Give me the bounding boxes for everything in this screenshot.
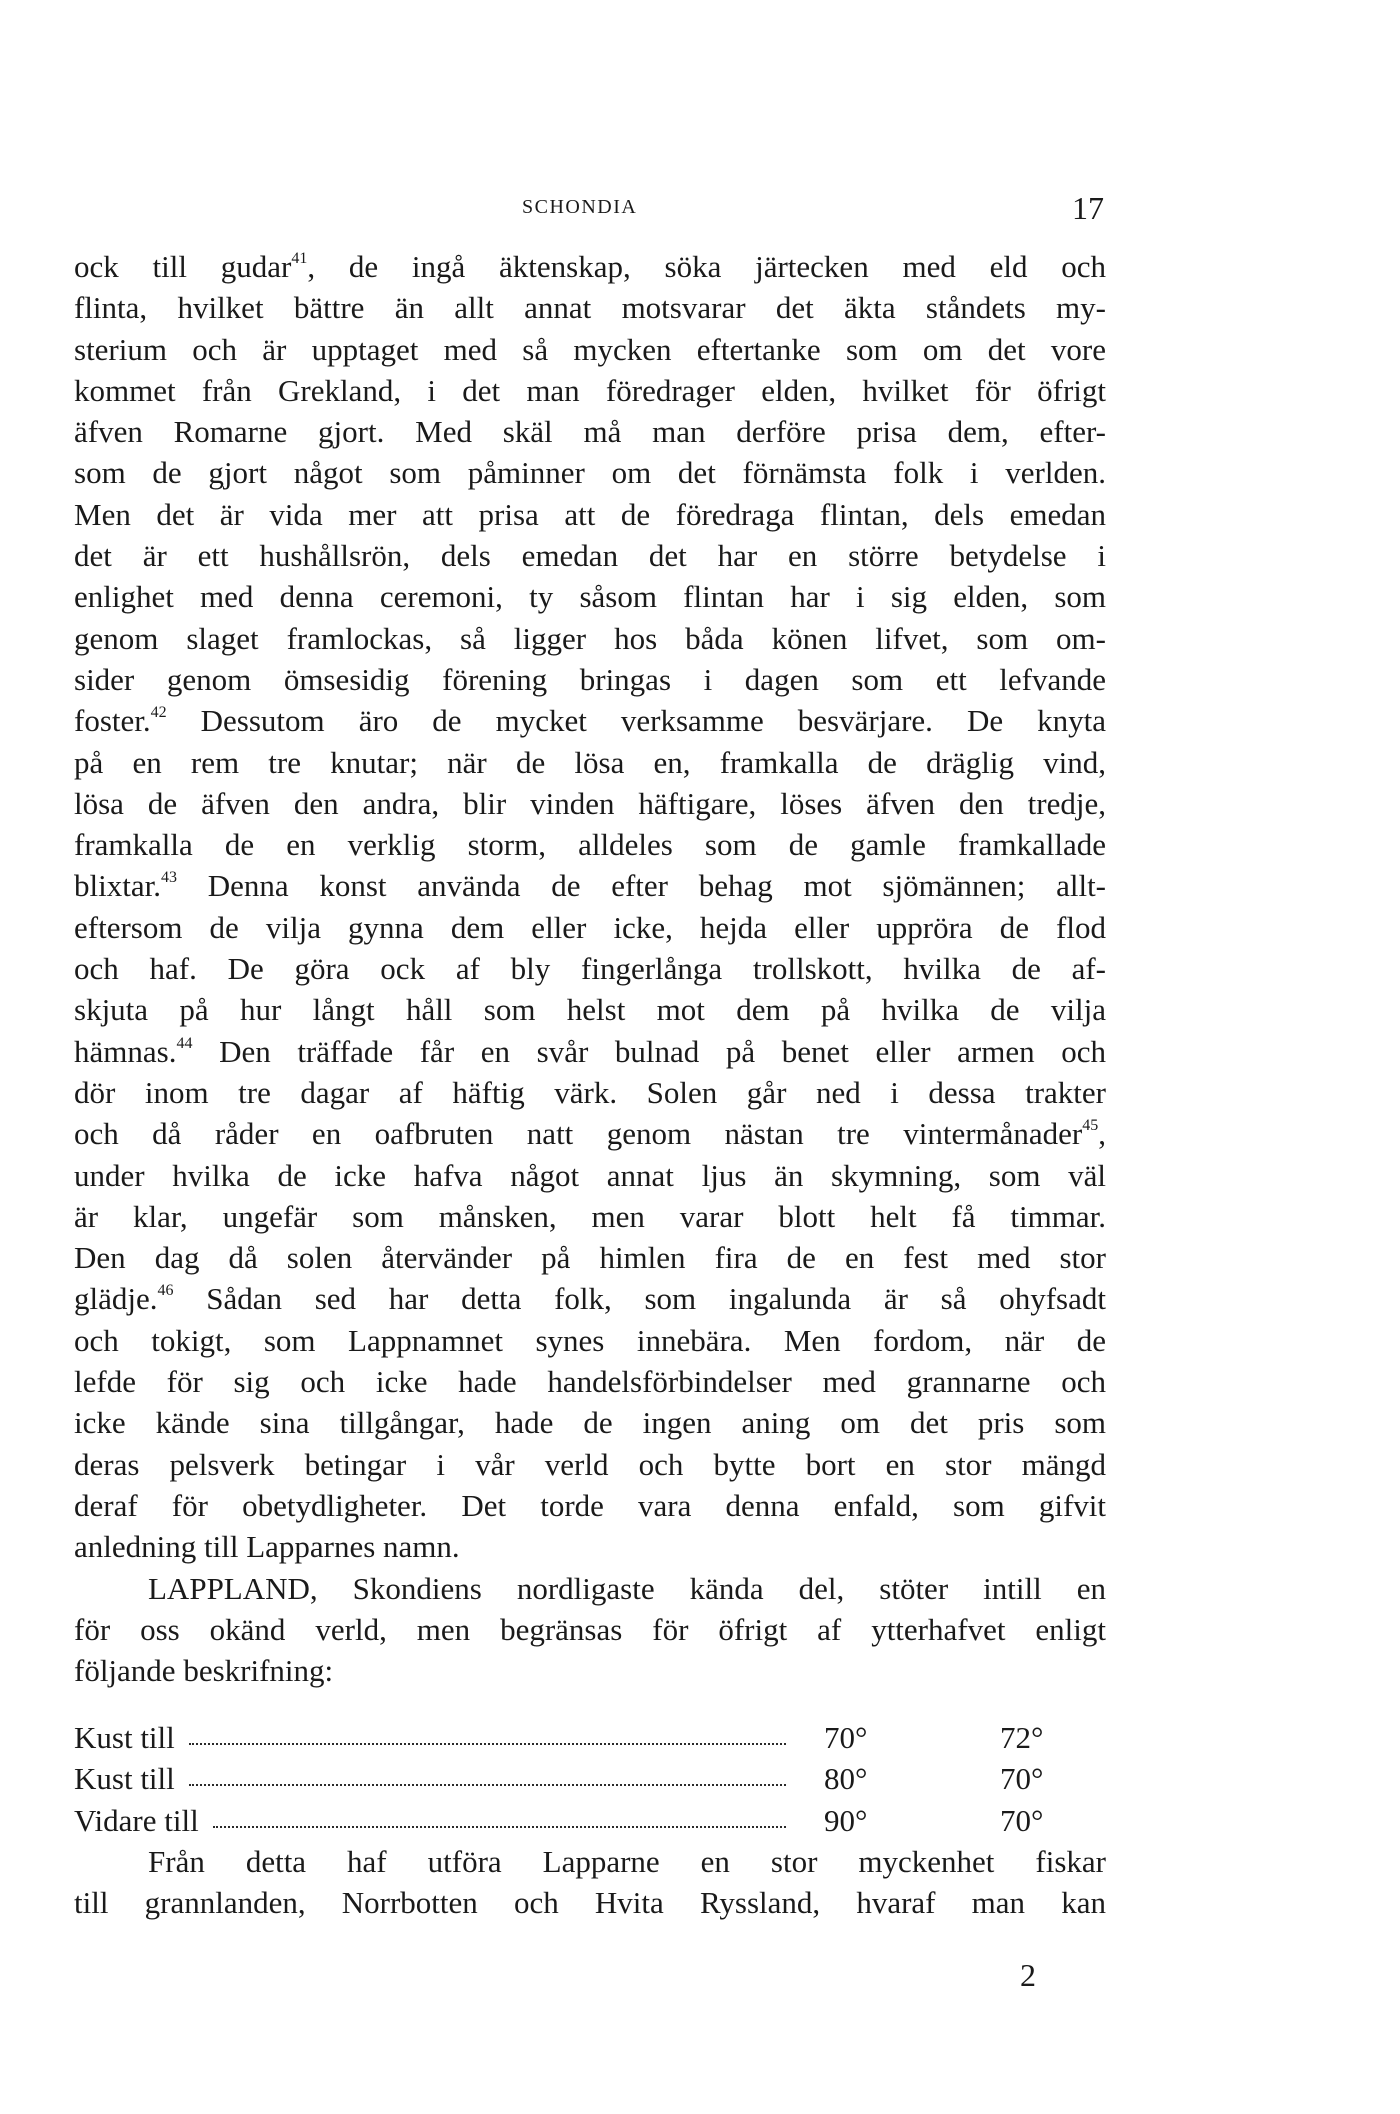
line-text: och haf. De göra ock af bly fingerlånga trollskott, hvilka de af- xyxy=(74,951,1106,987)
text-line xyxy=(74,742,1106,783)
text-line xyxy=(74,1361,1106,1402)
line-text: är klar, ungefär som månsken, men varar blott helt få timmar. xyxy=(74,1198,1106,1234)
text-line xyxy=(74,1113,1106,1154)
footnote-ref: 42 xyxy=(150,704,167,722)
line-text: framkalla de en verklig storm, alldeles som de gamle framkallade xyxy=(74,827,1106,863)
line-text: dör inom tre dagar af häftig värk. Solen går ned i dessa trakter xyxy=(74,1074,1106,1110)
coordinates-table xyxy=(74,1717,1106,1841)
line-text: flinta, hvilket bättre än allt annat motsvarar det äkta ståndets my- xyxy=(74,290,1106,326)
text-line xyxy=(74,329,1106,370)
text-line xyxy=(74,1072,1106,1113)
line-text: det är ett hushållsrön, dels emedan det har en större betydelse i xyxy=(74,538,1106,574)
text-line xyxy=(74,948,1106,989)
line-text: Men det är vida mer att prisa att de föredraga flintan, dels emedan xyxy=(74,496,1106,532)
line-text: skjuta på hur långt håll som helst mot dem på hvilka de vilja xyxy=(74,992,1106,1028)
dot-leader xyxy=(189,1784,786,1786)
line-text: på en rem tre knutar; när de lösa en, framkalla de dräglig vind, xyxy=(74,744,1106,780)
latitude-value: 90° xyxy=(824,1802,868,1838)
line-text: , xyxy=(1098,1116,1106,1152)
line-text: genom slaget framlockas, så ligger hos båda könen lifvet, som om- xyxy=(74,620,1106,656)
line-text: och tokigt, som Lappnamnet synes innebära. Men fordom, när de xyxy=(74,1322,1106,1358)
line-text: sider genom ömsesidig förening bringas i dagen som ett lefvande xyxy=(74,661,1106,697)
table-row xyxy=(74,1717,1106,1758)
table-row xyxy=(74,1800,1106,1841)
text-line xyxy=(74,535,1106,576)
line-text: anledning till Lapparnes namn. xyxy=(74,1529,460,1565)
text-line xyxy=(74,783,1106,824)
line-text: glädje. xyxy=(74,1281,158,1317)
text-line xyxy=(74,494,1106,535)
text-line xyxy=(74,1155,1106,1196)
text-line xyxy=(74,1031,1106,1072)
text-line xyxy=(74,411,1106,452)
footnote-ref: 41 xyxy=(291,250,308,267)
text-line xyxy=(74,659,1106,700)
continuation-text xyxy=(74,1841,1106,1924)
text-line xyxy=(74,865,1106,906)
line-text: Dessutom äro de mycket verksamme besvärjare. De knyta xyxy=(166,703,1106,739)
row-label: Kust till xyxy=(74,1720,175,1755)
text-line xyxy=(74,824,1106,865)
text-line xyxy=(74,452,1106,493)
line-text: ock till gudar xyxy=(74,249,292,284)
line-text: Den träffade får en svår bulnad på benet eller armen och xyxy=(192,1033,1106,1069)
latitude-value: 80° xyxy=(824,1761,868,1797)
text-line xyxy=(74,576,1106,617)
text-line xyxy=(74,1650,1106,1691)
text-line: Från detta haf utföra Lapparne en stor myckenhet fiskar xyxy=(148,1844,1106,1879)
text-line xyxy=(74,1278,1106,1319)
line-text: foster. xyxy=(74,703,151,739)
line-text: som de gjort något som påminner om det förnämsta folk i verlden. xyxy=(74,455,1106,491)
line-text: icke kände sina tillgångar, hade de ingen aning om det pris som xyxy=(74,1405,1106,1441)
line-text: LAPPLAND, Skondiens nordligaste kända del, stöter intill en xyxy=(148,1570,1106,1606)
line-text: deraf för obetydligheter. Det torde vara denna enfald, som gifvit xyxy=(74,1487,1106,1523)
line-text: Den dag då solen återvänder på himlen fira de en fest med stor xyxy=(74,1240,1106,1276)
table-row xyxy=(74,1758,1106,1799)
line-text: under hvilka de icke hafva något annat ljus än skymning, som väl xyxy=(74,1157,1106,1193)
line-text: hämnas. xyxy=(74,1033,177,1069)
line-text: följande beskrifning: xyxy=(74,1653,334,1689)
longitude-value: 70° xyxy=(1000,1802,1044,1838)
text-line xyxy=(74,287,1106,328)
text-line xyxy=(74,246,1106,287)
latitude-value: 70° xyxy=(824,1720,868,1755)
page-number: 17 xyxy=(1072,190,1104,226)
text-line xyxy=(74,1196,1106,1237)
signature-mark: 2 xyxy=(1020,1957,1036,1993)
text-line xyxy=(74,1609,1106,1650)
text-line xyxy=(74,1444,1106,1485)
row-label: Vidare till xyxy=(74,1802,199,1838)
footnote-ref: 45 xyxy=(1082,1117,1099,1135)
row-label: Kust till xyxy=(74,1761,175,1797)
text-line xyxy=(74,1402,1106,1443)
line-text: eftersom de vilja gynna dem eller icke, hejda eller uppröra de flod xyxy=(74,909,1106,945)
text-line xyxy=(74,907,1106,948)
text-line xyxy=(74,1485,1106,1526)
line-text: blixtar. xyxy=(74,868,161,904)
line-text: lefde för sig och icke hade handelsförbindelser med grannarne och xyxy=(74,1364,1106,1400)
text-line xyxy=(74,700,1106,741)
running-head xyxy=(0,190,1400,230)
dot-leader xyxy=(213,1826,786,1828)
footnote-ref: 44 xyxy=(176,1034,193,1052)
text-line xyxy=(74,1237,1106,1278)
footnote-ref: 43 xyxy=(160,869,177,887)
text-line xyxy=(74,370,1106,411)
line-text: Sådan sed har detta folk, som ingalunda är så ohyfsadt xyxy=(173,1281,1106,1317)
line-text: Denna konst använda de efter behag mot sjömännen; allt- xyxy=(176,868,1106,904)
dot-leader xyxy=(189,1743,786,1745)
line-text: enlighet med denna ceremoni, ty såsom flintan har i sig elden, som xyxy=(74,579,1106,615)
text-line xyxy=(74,1568,1106,1609)
line-text: deras pelsverk betingar i vår verld och bytte bort en stor mängd xyxy=(74,1446,1106,1482)
line-text: och då råder en oafbruten natt genom nästan tre vintermånader xyxy=(74,1116,1083,1152)
text-line: till grannlanden, Norrbotten och Hvita Ryssland, hvaraf man kan xyxy=(74,1885,1106,1921)
body-text xyxy=(74,246,1106,1691)
line-text: för oss okänd verld, men begränsas för öfrigt af ytterhafvet enligt xyxy=(74,1611,1106,1647)
line-text: kommet från Grekland, i det man föredrager elden, hvilket för öfrigt xyxy=(74,372,1106,408)
footnote-ref: 46 xyxy=(157,1282,174,1300)
line-text: sterium och är upptaget med så mycken eftertanke som om det vore xyxy=(74,331,1106,367)
line-text: , de ingå äktenskap, söka järtecken med eld och xyxy=(307,249,1107,284)
line-text: äfven Romarne gjort. Med skäl må man derföre prisa dem, efter- xyxy=(74,414,1106,450)
longitude-value: 70° xyxy=(1000,1761,1044,1797)
text-line xyxy=(74,618,1106,659)
longitude-value: 72° xyxy=(1000,1720,1044,1755)
running-title: SCHONDIA xyxy=(522,196,638,218)
text-line xyxy=(74,1526,1106,1567)
text-line xyxy=(74,989,1106,1030)
line-text: lösa de äfven den andra, blir vinden häftigare, löses äfven den tredje, xyxy=(74,785,1106,821)
text-line xyxy=(74,1320,1106,1361)
